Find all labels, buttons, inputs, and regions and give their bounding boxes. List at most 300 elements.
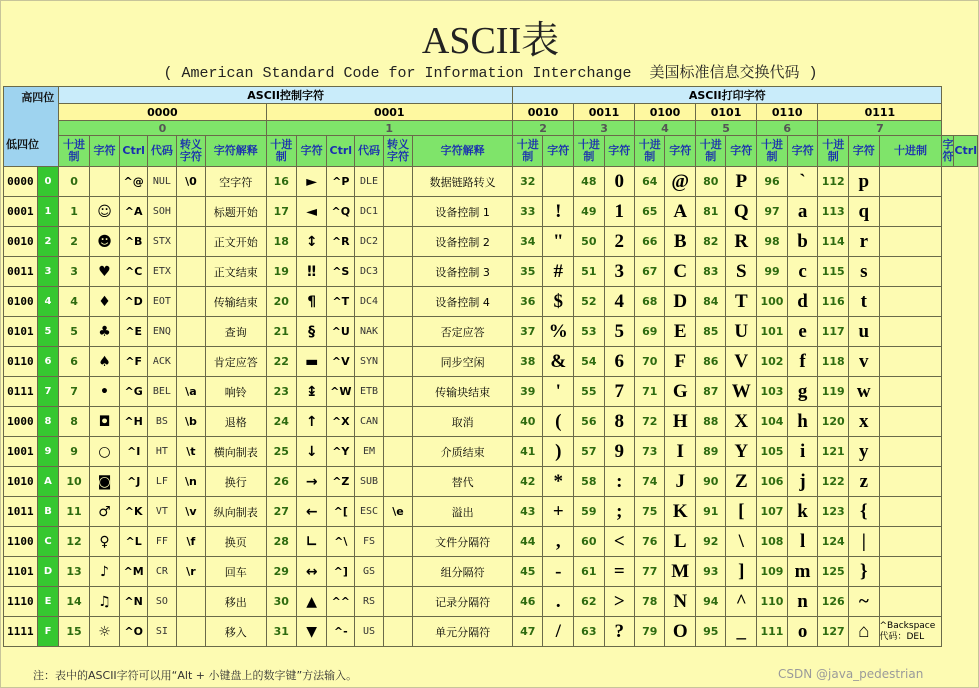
dec-value: 66 [634, 227, 664, 257]
printable-char: 8 [604, 407, 634, 437]
low-nibble-bin: 0110 [4, 347, 38, 377]
dec-value: 32 [513, 167, 543, 197]
table-row [4, 437, 978, 467]
printable-char: # [543, 257, 574, 287]
dec-value: 80 [696, 167, 726, 197]
printable-char: H [665, 407, 696, 437]
ctrl-key: ^K [120, 497, 148, 527]
low-nibble-hex: 1 [37, 197, 59, 227]
dec-value: 35 [513, 257, 543, 287]
char-glyph: ♪ [89, 557, 119, 587]
page-subtitle: ( American Standard Code for Information Interchange 美国标准信息交换代码 ) [163, 65, 818, 82]
col-header-ctrl-last: Ctrl [954, 136, 978, 167]
dec-value: 120 [818, 407, 849, 437]
col-header-dec: 十进制 [574, 136, 605, 167]
char-description: 横向制表 [206, 437, 266, 467]
char-glyph: ☺ [89, 197, 119, 227]
escape-seq [383, 317, 412, 347]
dec-value: 50 [574, 227, 605, 257]
char-description: 记录分隔符 [413, 587, 513, 617]
dec-value: 14 [59, 587, 89, 617]
last-ctrl-cell [879, 287, 942, 317]
control-code: FF [148, 527, 177, 557]
char-description: 标题开始 [206, 197, 266, 227]
escape-seq [383, 557, 412, 587]
printable-char: W [726, 377, 757, 407]
control-code: DLE [355, 167, 384, 197]
control-code: NAK [355, 317, 384, 347]
char-glyph: ♠ [89, 347, 119, 377]
char-glyph: ◘ [89, 407, 119, 437]
table-row [4, 167, 978, 197]
table-row [4, 617, 978, 647]
printable-char: " [543, 227, 574, 257]
printable-char: ) [543, 437, 574, 467]
table-row [4, 287, 978, 317]
low-nibble-hex: 9 [37, 437, 59, 467]
escape-seq [383, 347, 412, 377]
ctrl-key: ^S [327, 257, 355, 287]
printable-char: P [726, 167, 757, 197]
col-header-code: 代码 [148, 136, 177, 167]
group-dec-2: 2 [513, 121, 574, 136]
table-row [4, 257, 978, 287]
char-description: 否定应答 [413, 317, 513, 347]
col-header-char: 字符 [942, 136, 954, 167]
dec-value: 7 [59, 377, 89, 407]
printable-char: g [787, 377, 817, 407]
last-ctrl-cell [879, 377, 942, 407]
dec-value: 45 [513, 557, 543, 587]
char-description: 数据链路转义 [413, 167, 513, 197]
dec-value: 21 [266, 317, 296, 347]
group-bin-0100: 0100 [634, 104, 695, 121]
dec-value: 76 [634, 527, 664, 557]
control-code: RS [355, 587, 384, 617]
control-code: EOT [148, 287, 177, 317]
char-glyph: ▼ [296, 617, 326, 647]
printable-char: @ [665, 167, 696, 197]
ctrl-key: ^X [327, 407, 355, 437]
control-code: SO [148, 587, 177, 617]
printable-char: F [665, 347, 696, 377]
dec-value: 53 [574, 317, 605, 347]
char-glyph: ↨ [296, 377, 326, 407]
char-description: 移出 [206, 587, 266, 617]
escape-seq [176, 317, 205, 347]
printable-char: a [787, 197, 817, 227]
dec-value: 98 [757, 227, 788, 257]
printable-char: S [726, 257, 757, 287]
char-description: 溢出 [413, 497, 513, 527]
printable-char: T [726, 287, 757, 317]
printable-char: 5 [604, 317, 634, 347]
printable-char: N [665, 587, 696, 617]
last-ctrl-cell [879, 167, 942, 197]
low-nibble-bin: 1010 [4, 467, 38, 497]
dec-value: 52 [574, 287, 605, 317]
dec-value: 22 [266, 347, 296, 377]
ctrl-key: ^U [327, 317, 355, 347]
last-ctrl-cell [879, 557, 942, 587]
group-bin-0110: 0110 [757, 104, 818, 121]
dec-value: 105 [757, 437, 788, 467]
char-glyph: → [296, 467, 326, 497]
low-nibble-label: 低四位 [6, 138, 39, 151]
printable-char: ~ [849, 587, 879, 617]
char-glyph [89, 167, 119, 197]
printable-char: l [787, 527, 817, 557]
control-code: ETB [355, 377, 384, 407]
dec-value: 117 [818, 317, 849, 347]
low-nibble-bin: 1101 [4, 557, 38, 587]
printable-char: y [849, 437, 879, 467]
dec-value: 96 [757, 167, 788, 197]
control-code: DC3 [355, 257, 384, 287]
last-ctrl-cell [879, 527, 942, 557]
dec-value: 3 [59, 257, 89, 287]
printable-char: K [665, 497, 696, 527]
ctrl-key: ^G [120, 377, 148, 407]
char-description: 正文结束 [206, 257, 266, 287]
printable-char: L [665, 527, 696, 557]
printable-char: X [726, 407, 757, 437]
low-nibble-hex: B [37, 497, 59, 527]
printable-char: O [665, 617, 696, 647]
char-description: 空字符 [206, 167, 266, 197]
char-glyph: ♫ [89, 587, 119, 617]
last-ctrl-cell [879, 317, 942, 347]
char-description: 文件分隔符 [413, 527, 513, 557]
col-header-dec: 十进制 [59, 136, 89, 167]
escape-seq: \t [176, 437, 205, 467]
dec-value: 16 [266, 167, 296, 197]
control-code: NUL [148, 167, 177, 197]
dec-value: 37 [513, 317, 543, 347]
dec-value: 57 [574, 437, 605, 467]
printable-char: x [849, 407, 879, 437]
dec-value: 18 [266, 227, 296, 257]
escape-seq: \v [176, 497, 205, 527]
char-description: 设备控制 4 [413, 287, 513, 317]
low-nibble-hex: 7 [37, 377, 59, 407]
col-header-char: 字符 [296, 136, 326, 167]
group-dec-0: 0 [59, 121, 266, 136]
low-nibble-hex: 0 [37, 167, 59, 197]
printable-char: \ [726, 527, 757, 557]
ctrl-key: ^\ [327, 527, 355, 557]
group-dec-5: 5 [696, 121, 757, 136]
printable-char: = [604, 557, 634, 587]
ctrl-key: ^H [120, 407, 148, 437]
group-bin-0001: 0001 [266, 104, 512, 121]
control-code: DC1 [355, 197, 384, 227]
dec-value: 12 [59, 527, 89, 557]
dec-value: 20 [266, 287, 296, 317]
char-description: 设备控制 1 [413, 197, 513, 227]
last-ctrl-cell [879, 257, 942, 287]
printable-char: - [543, 557, 574, 587]
low-nibble-hex: 6 [37, 347, 59, 377]
escape-seq [383, 407, 412, 437]
table-row [4, 527, 978, 557]
ctrl-key: ^R [327, 227, 355, 257]
control-code: ACK [148, 347, 177, 377]
dec-value: 0 [59, 167, 89, 197]
low-nibble-hex: D [37, 557, 59, 587]
printable-char: Q [726, 197, 757, 227]
printable-char: { [849, 497, 879, 527]
group-dec-1: 1 [266, 121, 512, 136]
dec-value: 79 [634, 617, 664, 647]
dec-value: 2 [59, 227, 89, 257]
col-header-char: 字符 [665, 136, 696, 167]
last-ctrl-cell [879, 437, 942, 467]
dec-value: 84 [696, 287, 726, 317]
printable-char: ^ [726, 587, 757, 617]
low-nibble-bin: 0000 [4, 167, 38, 197]
dec-value: 61 [574, 557, 605, 587]
dec-value: 9 [59, 437, 89, 467]
last-ctrl-cell [879, 587, 942, 617]
printable-char: 4 [604, 287, 634, 317]
printable-char: d [787, 287, 817, 317]
group-dec-4: 4 [634, 121, 695, 136]
escape-seq [176, 617, 205, 647]
char-glyph: ► [296, 167, 326, 197]
printable-char: : [604, 467, 634, 497]
dec-value: 10 [59, 467, 89, 497]
dec-value: 113 [818, 197, 849, 227]
char-glyph: ↓ [296, 437, 326, 467]
dec-value: 99 [757, 257, 788, 287]
col-header-ctrl: Ctrl [327, 136, 355, 167]
low-nibble-bin: 1100 [4, 527, 38, 557]
escape-seq [383, 227, 412, 257]
printable-char: Y [726, 437, 757, 467]
escape-seq [176, 347, 205, 377]
control-code: BS [148, 407, 177, 437]
ctrl-key: ^[ [327, 497, 355, 527]
dec-value: 31 [266, 617, 296, 647]
char-glyph: ♀ [89, 527, 119, 557]
printable-char: z [849, 467, 879, 497]
control-code: STX [148, 227, 177, 257]
printable-char: + [543, 497, 574, 527]
control-code: SOH [148, 197, 177, 227]
group-bin-0011: 0011 [574, 104, 635, 121]
ascii-table [3, 86, 978, 647]
dec-value: 109 [757, 557, 788, 587]
printable-char: o [787, 617, 817, 647]
print-section-header: ASCII打印字符 [513, 87, 942, 104]
group-dec-7: 7 [818, 121, 942, 136]
col-header-dec: 十进制 [757, 136, 788, 167]
dec-value: 59 [574, 497, 605, 527]
char-description: 响铃 [206, 377, 266, 407]
printable-char: ( [543, 407, 574, 437]
dec-value: 125 [818, 557, 849, 587]
escape-seq [383, 287, 412, 317]
control-section-header: ASCII控制字符 [59, 87, 513, 104]
char-description: 单元分隔符 [413, 617, 513, 647]
ctrl-key: ^B [120, 227, 148, 257]
control-code: ESC [355, 497, 384, 527]
dec-value: 89 [696, 437, 726, 467]
ctrl-key: ^Z [327, 467, 355, 497]
control-code: EM [355, 437, 384, 467]
ctrl-key: ^C [120, 257, 148, 287]
table-row [4, 227, 978, 257]
printable-char: h [787, 407, 817, 437]
char-glyph: ← [296, 497, 326, 527]
dec-value: 108 [757, 527, 788, 557]
control-code: BEL [148, 377, 177, 407]
last-ctrl-cell [879, 347, 942, 377]
printable-char: 0 [604, 167, 634, 197]
escape-seq [383, 437, 412, 467]
printable-char: n [787, 587, 817, 617]
char-description: 传输块结束 [413, 377, 513, 407]
low-nibble-hex: 5 [37, 317, 59, 347]
control-code: CAN [355, 407, 384, 437]
ctrl-key: ^P [327, 167, 355, 197]
printable-char: 2 [604, 227, 634, 257]
char-glyph: ↔ [296, 557, 326, 587]
control-code: LF [148, 467, 177, 497]
printable-char: _ [726, 617, 757, 647]
control-code: FS [355, 527, 384, 557]
dec-value: 78 [634, 587, 664, 617]
dec-value: 1 [59, 197, 89, 227]
col-header-dec: 十进制 [266, 136, 296, 167]
dec-value: 119 [818, 377, 849, 407]
dec-value: 51 [574, 257, 605, 287]
printable-char: 9 [604, 437, 634, 467]
col-header-dec: 十进制 [879, 136, 942, 167]
dec-value: 70 [634, 347, 664, 377]
char-glyph: ♂ [89, 497, 119, 527]
dec-value: 34 [513, 227, 543, 257]
dec-value: 44 [513, 527, 543, 557]
dec-value: 73 [634, 437, 664, 467]
col-header-escape: 转义字符 [176, 136, 205, 167]
low-nibble-hex: 3 [37, 257, 59, 287]
ctrl-key: ^T [327, 287, 355, 317]
printable-char: ] [726, 557, 757, 587]
printable-char: t [849, 287, 879, 317]
escape-seq [383, 197, 412, 227]
printable-char: ; [604, 497, 634, 527]
char-glyph: • [89, 377, 119, 407]
printable-char: 1 [604, 197, 634, 227]
printable-char: R [726, 227, 757, 257]
table-row [4, 347, 978, 377]
printable-char: E [665, 317, 696, 347]
ctrl-key: ^V [327, 347, 355, 377]
char-glyph: ▬ [296, 347, 326, 377]
col-header-char: 字符 [604, 136, 634, 167]
group-bin-0000: 0000 [59, 104, 266, 121]
ctrl-key: ^A [120, 197, 148, 227]
last-ctrl-cell [879, 407, 942, 437]
col-header-char: 字符 [543, 136, 574, 167]
ctrl-key: ^I [120, 437, 148, 467]
control-code: HT [148, 437, 177, 467]
char-description: 纵向制表 [206, 497, 266, 527]
group-bin-0111: 0111 [818, 104, 942, 121]
dec-value: 11 [59, 497, 89, 527]
ctrl-key: ^E [120, 317, 148, 347]
footnote: 注：表中的ASCII字符可以用“Alt + 小键盘上的数字键”方法输入。 [33, 669, 358, 682]
low-nibble-bin: 1001 [4, 437, 38, 467]
dec-value: 75 [634, 497, 664, 527]
dec-value: 88 [696, 407, 726, 437]
printable-char: j [787, 467, 817, 497]
char-description: 设备控制 2 [413, 227, 513, 257]
col-header-char: 字符 [726, 136, 757, 167]
printable-char: / [543, 617, 574, 647]
dec-value: 122 [818, 467, 849, 497]
printable-char: > [604, 587, 634, 617]
char-glyph: ◄ [296, 197, 326, 227]
printable-char: ⌂ [849, 617, 879, 647]
dec-value: 121 [818, 437, 849, 467]
printable-char: $ [543, 287, 574, 317]
low-nibble-hex: F [37, 617, 59, 647]
ctrl-key: ^F [120, 347, 148, 377]
escape-seq [383, 467, 412, 497]
dec-value: 8 [59, 407, 89, 437]
dec-value: 4 [59, 287, 89, 317]
dec-value: 6 [59, 347, 89, 377]
low-nibble-bin: 0011 [4, 257, 38, 287]
control-code: DC4 [355, 287, 384, 317]
char-description: 查询 [206, 317, 266, 347]
col-header-dec: 十进制 [513, 136, 543, 167]
char-glyph: ∟ [296, 527, 326, 557]
printable-char: s [849, 257, 879, 287]
col-header-code: 代码 [355, 136, 384, 167]
col-header-description: 字符解释 [206, 136, 266, 167]
ctrl-key: ^J [120, 467, 148, 497]
dec-value: 23 [266, 377, 296, 407]
dec-value: 112 [818, 167, 849, 197]
dec-value: 54 [574, 347, 605, 377]
ctrl-key: ^D [120, 287, 148, 317]
char-glyph: ☼ [89, 617, 119, 647]
ctrl-key: ^Y [327, 437, 355, 467]
dec-value: 38 [513, 347, 543, 377]
char-description: 退格 [206, 407, 266, 437]
last-ctrl-cell [879, 467, 942, 497]
col-header-escape: 转义字符 [383, 136, 412, 167]
escape-seq [383, 257, 412, 287]
table-row [4, 557, 978, 587]
dec-value: 93 [696, 557, 726, 587]
char-description: 同步空闲 [413, 347, 513, 377]
char-glyph: ♥ [89, 257, 119, 287]
ctrl-key: ^L [120, 527, 148, 557]
low-nibble-hex: E [37, 587, 59, 617]
char-glyph: ◙ [89, 467, 119, 497]
escape-seq: \r [176, 557, 205, 587]
escape-seq [176, 227, 205, 257]
char-description: 传输结束 [206, 287, 266, 317]
printable-char: v [849, 347, 879, 377]
dec-value: 83 [696, 257, 726, 287]
escape-seq [176, 287, 205, 317]
